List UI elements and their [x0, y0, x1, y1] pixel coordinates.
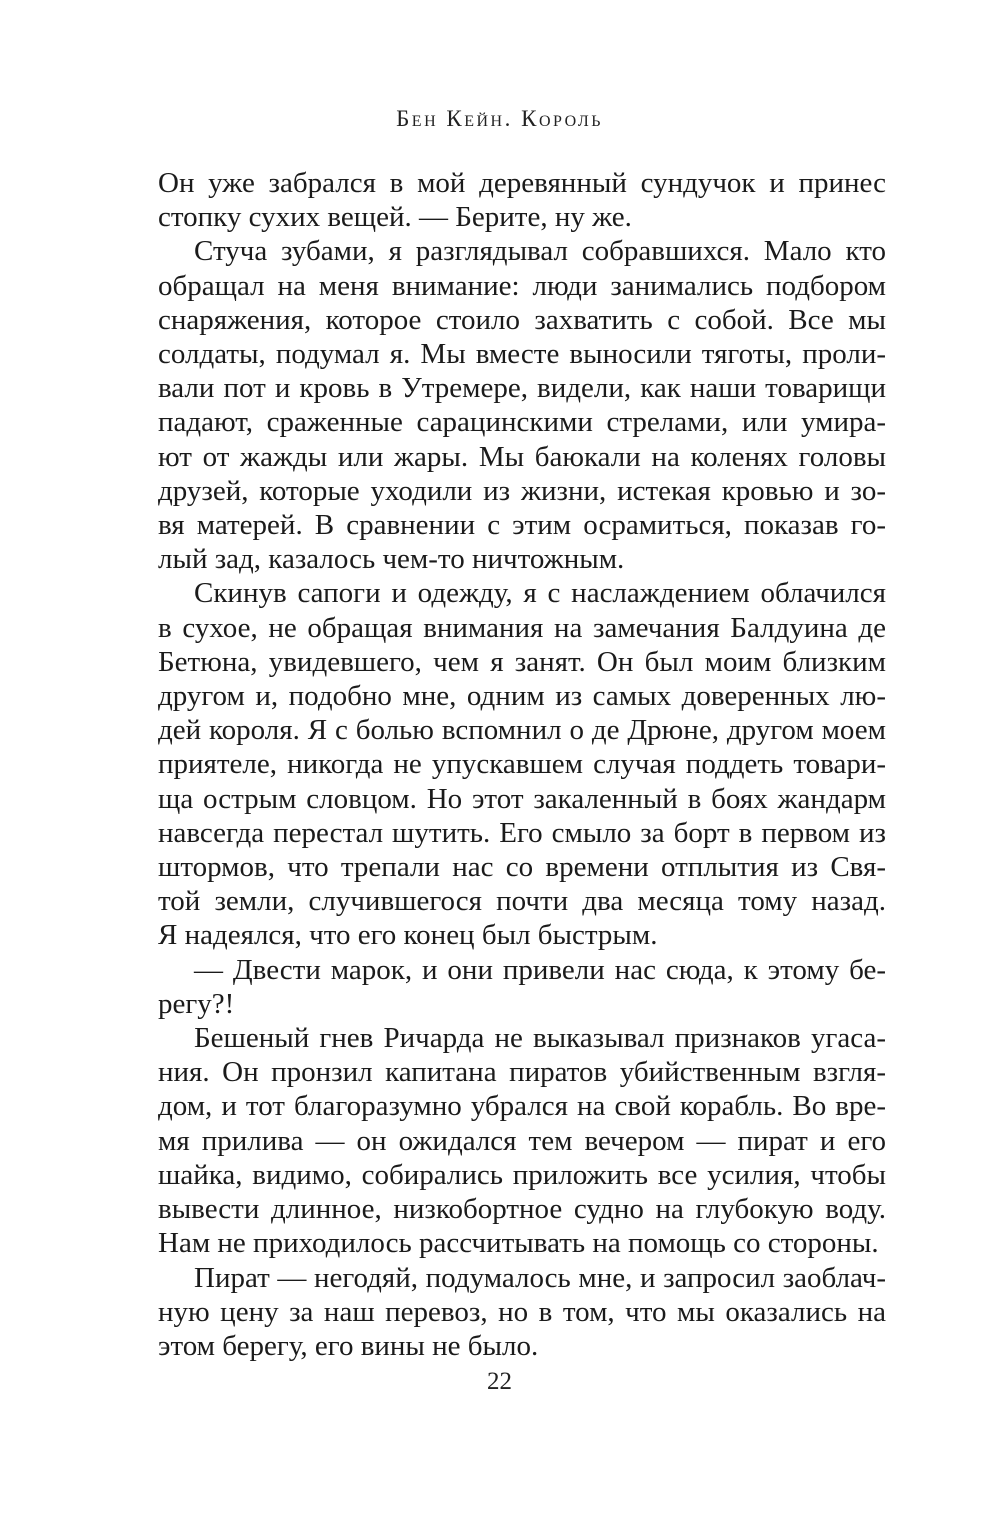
text-line: другом и, подобно мне, одним из самых доверенных лю-	[158, 680, 886, 713]
text-line: Он уже забрался в мой деревянный сундучок и принес	[158, 167, 886, 199]
paragraph	[158, 166, 886, 234]
text-line: стопку сухих вещей. — Берите, ну же.	[158, 201, 632, 234]
text-line: мя прилива — он ожидался тем вечером — пират и его	[158, 1124, 886, 1157]
text-line: солдаты, подумал я. Мы вместе выносили тяготы, проли-	[158, 338, 886, 371]
text-line: друзей, которые уходили из жизни, истекая кровью и зо-	[158, 474, 886, 507]
text-line: шайка, видимо, собирались приложить все усилия, чтобы	[158, 1158, 886, 1191]
text-line: вывести длинное, низкобортное судно на глубокую воду.	[158, 1193, 886, 1226]
text-line: падают, сраженные сарацинскими стрелами, или умира-	[158, 406, 886, 439]
paragraph	[158, 1021, 886, 1260]
text-line: — Двести марок, и они привели нас сюда, к этому бе-	[194, 953, 886, 986]
text-line: штормов, что трепали нас со времени отплытия из Свя-	[158, 851, 886, 884]
paragraph	[158, 234, 886, 576]
text-line: Скинув сапоги и одежду, я с наслаждением облачился	[194, 577, 886, 610]
text-line: приятеле, никогда не упускавшем случая поддеть товари-	[158, 748, 886, 781]
text-line: Пират — негодяй, подумалось мне, и запросил заоблач-	[194, 1261, 886, 1294]
text-line: снаряжения, которое стоило захватить с собой. Все мы	[158, 303, 886, 336]
text-line: Бетюна, увидевшего, чем я занят. Он был моим близким	[158, 645, 886, 678]
text-line: Бешеный гнев Ричарда не выказывал признаков угаса-	[194, 1022, 886, 1055]
text-line: дей короля. Я с болью вспомнил о де Дрюне, другом моем	[158, 714, 886, 747]
text-line: в сухое, не обращая внимания на замечания Балдуина де	[158, 611, 886, 644]
text-line: дом, и тот благоразумно убрался на свой корабль. Во вре-	[158, 1090, 886, 1123]
text-line: обращал на меня внимание: люди занимались подбором	[158, 269, 886, 302]
text-line: Я надеялся, что его конец был быстрым.	[158, 919, 658, 952]
paragraph	[158, 1261, 886, 1364]
text-line: ния. Он пронзил капитана пиратов убийственным взгля-	[158, 1056, 886, 1089]
text-line: ют от жажды или жары. Мы баюкали на коленях головы	[158, 440, 886, 473]
text-line: регу?!	[158, 987, 235, 1020]
text-line: Стуча зубами, я разглядывал собравшихся. Мало кто	[194, 235, 886, 268]
text-line: лый зад, казалось чем-то ничтожным.	[158, 543, 625, 576]
text-line: этом берегу, его вины не было.	[158, 1329, 539, 1362]
paragraph	[158, 576, 886, 952]
text-line: Нам не приходилось рассчитывать на помощь со стороны.	[158, 1227, 879, 1260]
text-line: ща острым словцом. Но этот закаленный в боях жандарм	[158, 782, 886, 815]
text-line: ную цену за наш перевоз, но в том, что мы оказались на	[158, 1295, 886, 1328]
running-head: Бен Кейн. Король	[396, 106, 603, 131]
page-number: 22	[487, 1368, 512, 1395]
text-line: той земли, случившегося почти два месяца тому назад.	[158, 885, 886, 918]
body-text	[158, 166, 886, 1363]
text-line: вали пот и кровь в Утремере, видели, как наши товарищи	[158, 372, 886, 405]
text-line: вя матерей. В сравнении с этим осрамиться, показав го-	[158, 509, 886, 542]
text-line: навсегда перестал шутить. Его смыло за борт в первом из	[158, 816, 886, 849]
paragraph	[158, 953, 886, 1021]
